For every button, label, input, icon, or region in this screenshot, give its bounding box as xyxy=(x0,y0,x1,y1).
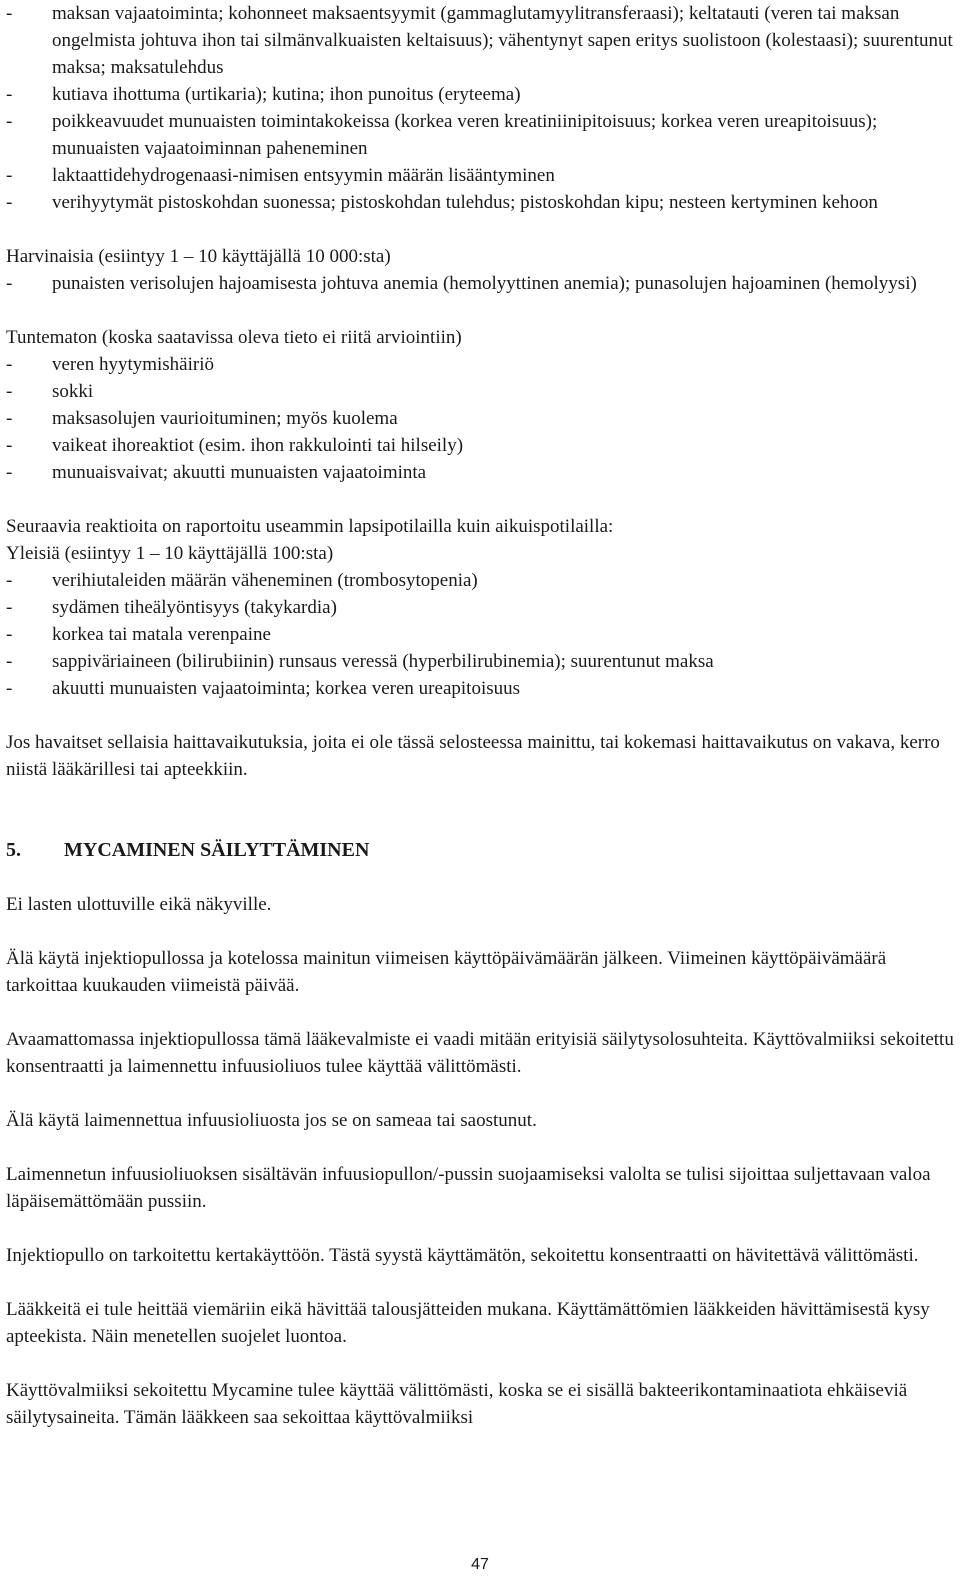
bullet-dash: - xyxy=(6,84,13,105)
list-item xyxy=(6,567,954,594)
list-item-text: punaisten verisolujen hajoamisesta johtuva anemia (hemolyyttinen anemia); punasolujen hajoaminen (hemolyysi) xyxy=(52,273,917,294)
children-intro: Seuraavia reaktioita on raportoitu useammin lapsipotilailla kuin aikuispotilailla: xyxy=(6,516,614,537)
bullet-dash: - xyxy=(6,381,13,402)
storage-paragraph: Älä käytä injektiopullossa ja kotelossa mainitun viimeisen käyttöpäivämäärän jälkeen. Viimeinen käyttöpäivämäärä tarkoittaa kuukauden viimeistä päivää. xyxy=(6,948,887,996)
storage-paragraph: Älä käytä laimennettua infuusioliuosta jos se on sameaa tai saostunut. xyxy=(6,1110,537,1131)
children-section xyxy=(6,513,954,702)
frequency-heading-unknown: Tuntematon (koska saatavissa oleva tieto ei riitä arviointiin) xyxy=(6,327,462,348)
report-note: Jos havaitset sellaisia haittavaikutuksia, joita ei ole tässä selosteessa mainittu, tai kokemasi haittavaikutus on vakava, kerro niistä lääkärillesi tai apteekkiin. xyxy=(6,732,940,780)
bullet-dash: - xyxy=(6,624,13,645)
list-item-text: maksasolujen vaurioituminen; myös kuolema xyxy=(52,408,398,429)
list-item xyxy=(6,648,954,675)
list-item xyxy=(6,270,954,297)
list-item xyxy=(6,108,954,162)
list-item-text: veren hyytymishäiriö xyxy=(52,354,214,375)
bullet-dash: - xyxy=(6,462,13,483)
document-page xyxy=(6,0,954,1431)
list-item xyxy=(6,351,954,378)
list-item xyxy=(6,81,954,108)
list-item-text: laktaattidehydrogenaasi-nimisen entsyymin määrän lisääntyminen xyxy=(52,165,555,186)
list-item xyxy=(6,675,954,702)
bullet-dash: - xyxy=(6,192,13,213)
list-item-text: munuaisvaivat; akuutti munuaisten vajaatoiminta xyxy=(52,462,427,483)
intro-list xyxy=(6,0,954,216)
list-item xyxy=(6,432,954,459)
list-item-text: korkea tai matala verenpaine xyxy=(52,624,271,645)
bullet-dash: - xyxy=(6,111,13,132)
list-item-text: kutiava ihottuma (urtikaria); kutina; ihon punoitus (eryteema) xyxy=(52,84,521,105)
page-number: 47 xyxy=(471,1556,489,1573)
storage-paragraph: Laimennetun infuusioliuoksen sisältävän infuusiopullon/-pussin suojaamiseksi valolta se tulisi sijoittaa suljettavaan valoa läpäisemättömään pussiin. xyxy=(6,1164,931,1212)
storage-paragraph: Käyttövalmiiksi sekoitettu Mycamine tulee käyttää välittömästi, koska se ei sisällä bakteerikontaminaatiota ehkäiseviä säilytysaineita. Tämän lääkkeen saa sekoittaa käyttövalmiiksi xyxy=(6,1380,908,1428)
section-title: MYCAMINEN SÄILYTTÄMINEN xyxy=(64,839,370,861)
list-item-text: verihiutaleiden määrän väheneminen (trombosytopenia) xyxy=(52,570,478,591)
list-item xyxy=(6,594,954,621)
frequency-heading-common: Yleisiä (esiintyy 1 – 10 käyttäjällä 100:sta) xyxy=(6,543,334,564)
section-number: 5. xyxy=(6,839,21,861)
bullet-dash: - xyxy=(6,597,13,618)
storage-paragraph: Injektiopullo on tarkoitettu kertakäyttöön. Tästä syystä käyttämätön, sekoitettu konsentraatti on hävitettävä välittömästi. xyxy=(6,1245,919,1266)
bullet-dash: - xyxy=(6,435,13,456)
list-item xyxy=(6,621,954,648)
storage-paragraph: Lääkkeitä ei tule heittää viemäriin eikä hävittää talousjätteiden mukana. Käyttämättömien lääkkeiden hävittämisestä kysy apteekista. Näin menetellen suojelet luontoa. xyxy=(6,1299,930,1347)
frequency-heading-rare: Harvinaisia (esiintyy 1 – 10 käyttäjällä 10 000:sta) xyxy=(6,246,391,267)
bullet-dash: - xyxy=(6,354,13,375)
list-item-text: sydämen tiheälyöntisyys (takykardia) xyxy=(52,597,337,618)
list-item-text: sokki xyxy=(52,381,94,402)
list-item xyxy=(6,0,954,81)
list-item xyxy=(6,189,954,216)
bullet-dash: - xyxy=(6,273,13,294)
bullet-dash: - xyxy=(6,651,13,672)
section-heading xyxy=(6,837,954,864)
bullet-dash: - xyxy=(6,678,13,699)
list-item xyxy=(6,459,954,486)
list-item-text: sappiväriaineen (bilirubiinin) runsaus veressä (hyperbilirubinemia); suurentunut maksa xyxy=(52,651,714,672)
storage-paragraph: Avaamattomassa injektiopullossa tämä lääkevalmiste ei vaadi mitään erityisiä säilytysolosuhteita. Käyttövalmiiksi sekoitettu konsentraatti ja laimennettu infuusioliuos tulee käyttää välittömästi. xyxy=(6,1029,954,1077)
bullet-dash: - xyxy=(6,3,13,24)
list-item xyxy=(6,162,954,189)
list-item xyxy=(6,378,954,405)
list-item-text: akuutti munuaisten vajaatoiminta; korkea veren ureapitoisuus xyxy=(52,678,521,699)
unknown-section xyxy=(6,324,954,486)
list-item-text: poikkeavuudet munuaisten toimintakokeissa (korkea veren kreatiniinipitoisuus; korkea veren ureapitoisuus); munuaisten vajaatoiminnan paheneminen xyxy=(52,111,878,159)
list-item-text: verihyytymät pistoskohdan suonessa; pistoskohdan tulehdus; pistoskohdan kipu; nesteen kertyminen kehoon xyxy=(52,192,878,213)
list-item xyxy=(6,405,954,432)
bullet-dash: - xyxy=(6,570,13,591)
bullet-dash: - xyxy=(6,165,13,186)
bullet-dash: - xyxy=(6,408,13,429)
rare-section xyxy=(6,243,954,297)
storage-paragraph: Ei lasten ulottuville eikä näkyville. xyxy=(6,894,272,915)
list-item-text: maksan vajaatoiminta; kohonneet maksaentsyymit (gammaglutamyylitransferaasi); keltatauti (veren tai maksan ongelmista johtuva ihon tai silmänvalkuaisten keltaisuus); vähentynyt sapen eritys suolistoon (kolestaasi); suurentunut maksa; maksatulehdus xyxy=(52,3,953,78)
list-item-text: vaikeat ihoreaktiot (esim. ihon rakkulointi tai hilseily) xyxy=(52,435,464,456)
